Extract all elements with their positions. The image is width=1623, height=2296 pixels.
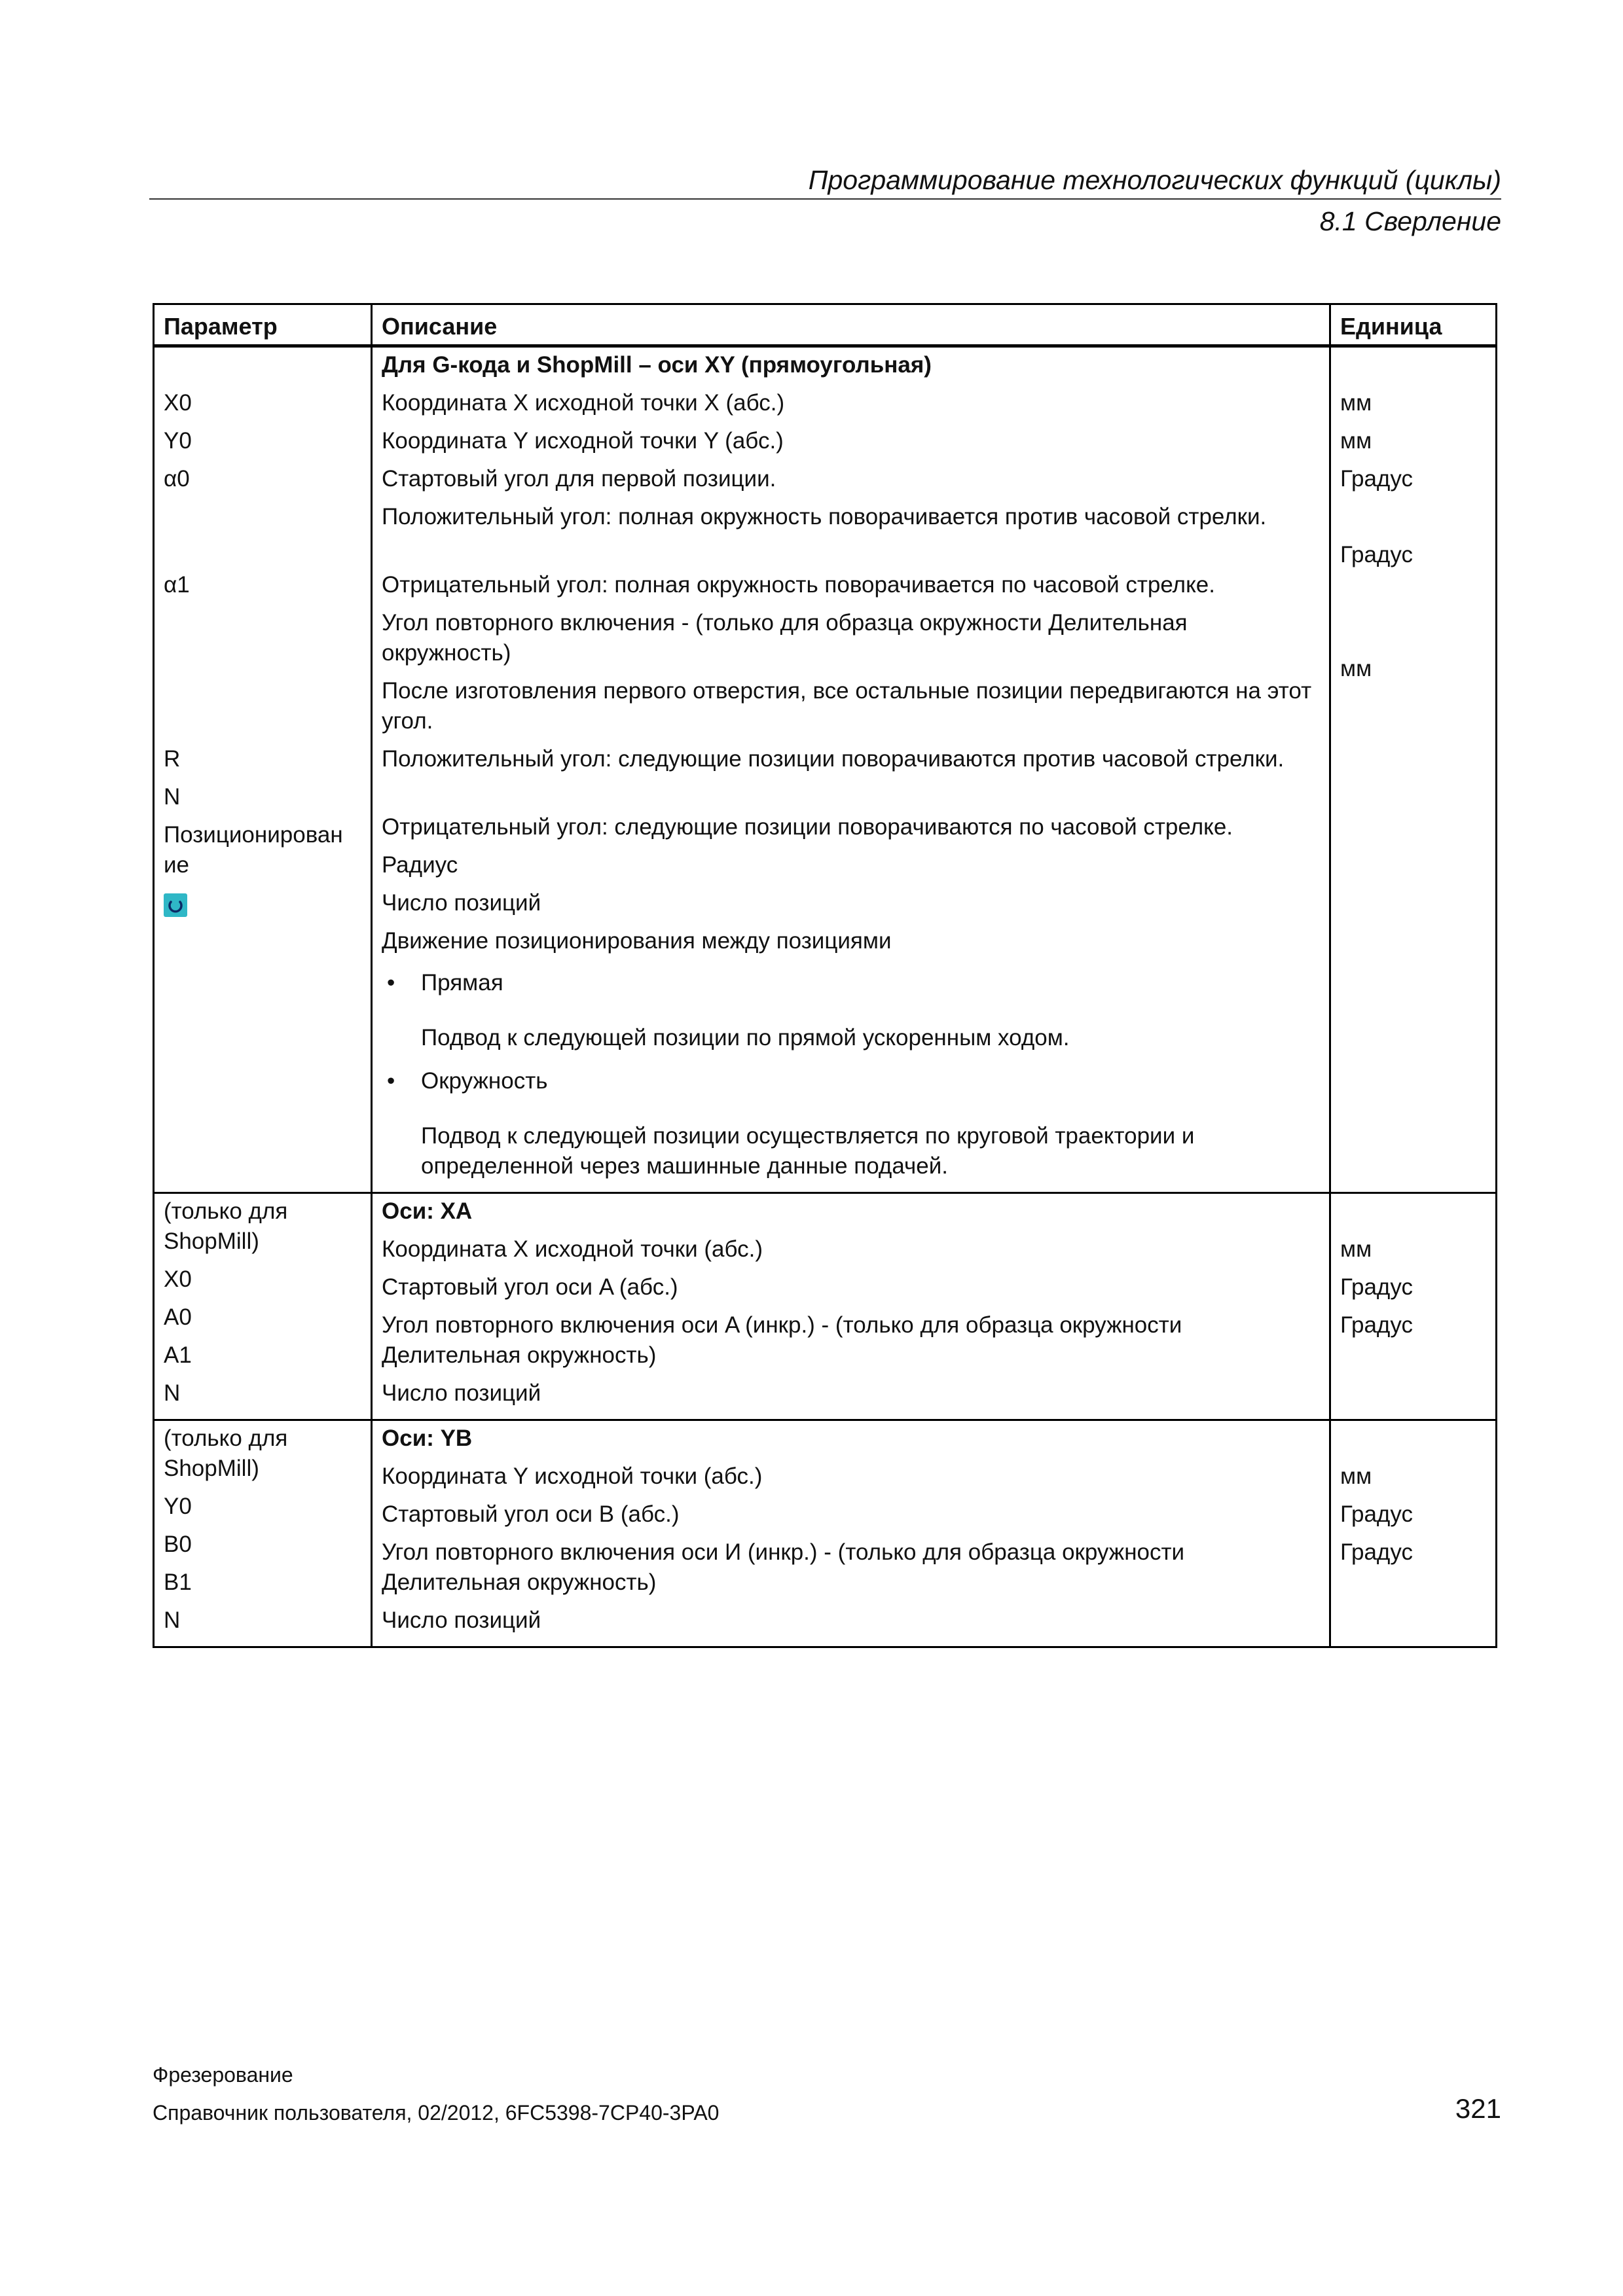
footer-product: Фрезерование xyxy=(153,2063,293,2087)
bullet-item-circle: • Окружность xyxy=(382,1062,1321,1116)
unit-y0: мм xyxy=(1340,1463,1372,1489)
unit-b1: Градус xyxy=(1340,1539,1413,1565)
description-cell-yb xyxy=(372,1420,1330,1647)
desc-line: После изготовления первого отверстия, все остальные позиции передвигаются на этот угол. xyxy=(382,678,1312,734)
description-cell-xa xyxy=(372,1193,1330,1420)
unit-r: мм xyxy=(1340,656,1372,681)
desc-line: Движение позиционирования между позициями xyxy=(382,928,892,954)
desc-line: Угол повторного включения оси A (инкр.) - (только для образца окружности Делительная окружность) xyxy=(382,1312,1182,1368)
param-cell-xa xyxy=(154,1193,372,1420)
param-b1: B1 xyxy=(164,1570,192,1595)
group-subhead-yb: Оси: YB xyxy=(382,1426,473,1451)
unit-x0: мм xyxy=(1340,1236,1372,1262)
param-n: N xyxy=(164,784,181,810)
table-header-row xyxy=(154,304,1497,346)
spacer xyxy=(1340,616,1487,654)
page-header-section: 8.1 Сверление xyxy=(1319,206,1501,236)
desc-line: Число позиций xyxy=(382,890,541,916)
unit-y0: мм xyxy=(1340,428,1372,454)
desc-line: Координата Y исходной точки (абс.) xyxy=(382,1463,763,1489)
desc-line: Положительный угол: следующие позиции поворачиваются против часовой стрелки. xyxy=(382,746,1285,772)
param-y0: Y0 xyxy=(164,1494,192,1519)
spacer xyxy=(164,676,363,744)
column-header-parameter: Параметр xyxy=(154,304,372,346)
unit-a1: Градус xyxy=(1340,1312,1413,1338)
desc-line: Координата X исходной точки (абс.) xyxy=(382,1236,763,1262)
desc-line: Положительный угол: полная окружность поворачивается против часовой стрелки. xyxy=(382,504,1267,529)
unit-alpha1: Градус xyxy=(1340,542,1413,567)
spacer xyxy=(1340,1196,1487,1234)
spacer xyxy=(1340,578,1487,616)
unit-b0: Градус xyxy=(1340,1501,1413,1527)
unit-a0: Градус xyxy=(1340,1274,1413,1300)
spacer xyxy=(164,502,363,570)
desc-line: Стартовый угол для первой позиции. xyxy=(382,466,776,492)
group-subhead-xy: Для G-кода и ShopMill – оси XY (прямоугольная) xyxy=(382,352,932,378)
unit-cell-xy xyxy=(1330,346,1497,1193)
desc-line: Отрицательный угол: полная окружность поворачивается по часовой стрелке. xyxy=(382,572,1215,598)
desc-line: Координата Y исходной точки Y (абс.) xyxy=(382,428,784,454)
param-cell-xy xyxy=(154,346,372,1193)
bullet-item-straight: • Прямая xyxy=(382,964,1321,1018)
param-r: R xyxy=(164,746,181,772)
page-header-title: Программирование технологических функций (циклы) xyxy=(808,165,1501,195)
unit-cell-yb xyxy=(1330,1420,1497,1647)
param-x0: X0 xyxy=(164,1266,192,1292)
param-a1: A1 xyxy=(164,1342,192,1368)
spacer xyxy=(164,608,363,676)
header-divider xyxy=(149,198,1501,200)
param-cell-yb xyxy=(154,1420,372,1647)
table-row xyxy=(154,346,1497,1193)
unit-alpha0: Градус xyxy=(1340,466,1413,492)
param-positioning: Позиционирован ие xyxy=(164,822,343,878)
param-shopmill-note: (только для ShopMill) xyxy=(164,1426,288,1481)
param-a0: A0 xyxy=(164,1304,192,1330)
desc-line: Стартовый угол оси B (абс.) xyxy=(382,1501,680,1527)
param-shopmill-note: (только для ShopMill) xyxy=(164,1198,288,1254)
desc-line: Отрицательный угол: следующие позиции поворачиваются по часовой стрелке. xyxy=(382,814,1233,840)
bullet-body-straight: Подвод к следующей позиции по прямой ускоренным ходом. xyxy=(421,1025,1070,1050)
positioning-circle-icon xyxy=(164,893,187,917)
spacer xyxy=(164,350,363,388)
page-number: 321 xyxy=(1455,2093,1501,2124)
param-x0: X0 xyxy=(164,390,192,416)
desc-line: Стартовый угол оси A (абс.) xyxy=(382,1274,678,1300)
param-n: N xyxy=(164,1607,181,1633)
desc-line: Радиус xyxy=(382,852,458,878)
table-row xyxy=(154,1420,1497,1647)
spacer xyxy=(1340,502,1487,540)
param-b0: B0 xyxy=(164,1532,192,1557)
description-cell-xy xyxy=(372,346,1330,1193)
param-y0: Y0 xyxy=(164,428,192,454)
param-alpha1: α1 xyxy=(164,572,190,598)
desc-line: Угол повторного включения - (только для образца окружности Делительная окружность) xyxy=(382,610,1188,666)
desc-line: Число позиций xyxy=(382,1607,541,1633)
column-header-description: Описание xyxy=(372,304,1330,346)
param-n: N xyxy=(164,1380,181,1406)
spacer xyxy=(1340,350,1487,388)
desc-line: Число позиций xyxy=(382,1380,541,1406)
bullet-body-circle: Подвод к следующей позиции осуществляется по круговой траектории и определенной через машинные данные подачей. xyxy=(421,1123,1195,1179)
table-row xyxy=(154,1193,1497,1420)
param-alpha0: α0 xyxy=(164,466,190,492)
desc-line: Угол повторного включения оси И (инкр.) - (только для образца окружности Делительная окружность) xyxy=(382,1539,1185,1595)
unit-x0: мм xyxy=(1340,390,1372,416)
group-subhead-xa: Оси: XA xyxy=(382,1198,473,1224)
unit-cell-xa xyxy=(1330,1193,1497,1420)
column-header-unit: Единица xyxy=(1330,304,1497,346)
spacer xyxy=(1340,1424,1487,1462)
footer-reference: Справочник пользователя, 02/2012, 6FC5398-7CP40-3PA0 xyxy=(153,2101,720,2125)
desc-line: Координата X исходной точки X (абс.) xyxy=(382,390,785,416)
parameter-table xyxy=(153,303,1497,1648)
icon-holder xyxy=(164,888,363,926)
